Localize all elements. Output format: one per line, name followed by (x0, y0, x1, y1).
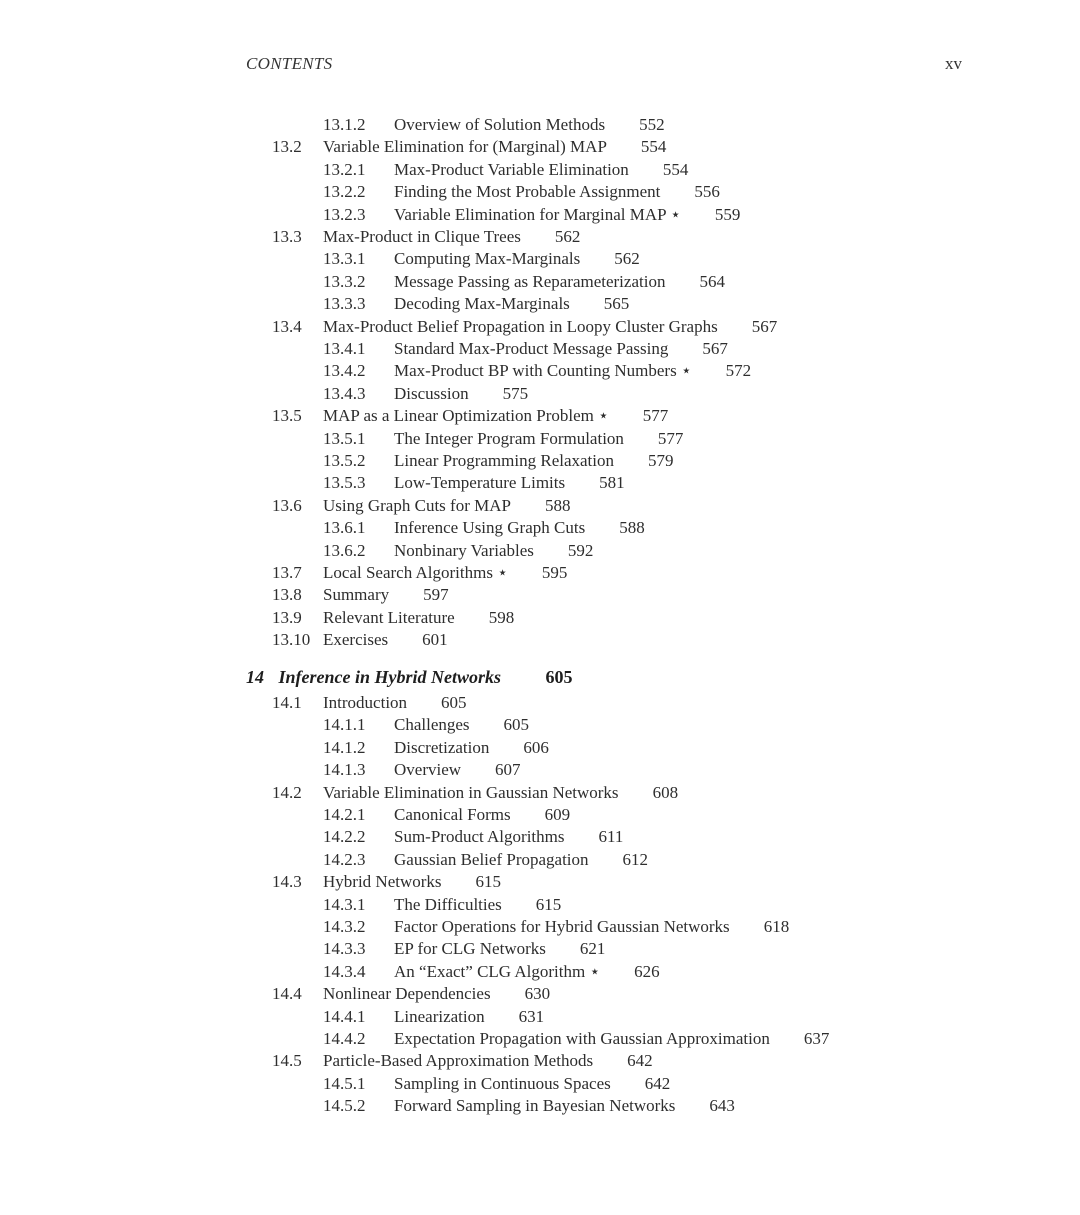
toc-subsection-entry[interactable] (323, 1095, 735, 1117)
toc-subsection-entry[interactable] (323, 338, 728, 360)
entry-page: 605 (441, 693, 467, 712)
entry-number: 13.3 (272, 227, 302, 246)
entry-page: 592 (567, 540, 594, 560)
entry-title: Sum-Product Algorithms (394, 827, 565, 847)
entry-page: 621 (579, 939, 606, 959)
entry-title: Challenges (394, 715, 470, 735)
entry-number: 14.1.2 (323, 737, 366, 757)
entry-number: 14.4 (272, 984, 302, 1004)
entry-title: Low-Temperature Limits (394, 473, 566, 493)
toc-subsection-entry[interactable] (323, 472, 625, 494)
entry-title: Relevant Literature (323, 607, 455, 627)
entry-title: Overview (394, 760, 462, 780)
entry-title: Factor Operations for Hybrid Gaussian Networks (394, 917, 730, 936)
entry-title: Overview of Solution Methods (394, 115, 606, 134)
entry-title: Using Graph Cuts for MAP (323, 495, 511, 515)
entry-title: Introduction (323, 693, 408, 712)
entry-number: 14.2.2 (323, 827, 366, 847)
toc-subsection-entry[interactable] (323, 450, 674, 472)
entry-title: Inference Using Graph Cuts (394, 518, 586, 538)
entry-title: Discussion (394, 383, 469, 403)
entry-number: 13.6 (272, 495, 302, 515)
entry-page: 581 (599, 473, 625, 493)
entry-number: 14.3.3 (323, 939, 366, 959)
toc-section-entry[interactable] (272, 607, 514, 629)
entry-page: 565 (603, 294, 630, 314)
entry-number: 13.4 (272, 316, 302, 336)
entry-title: Variable Elimination for (Marginal) MAP (323, 137, 607, 157)
entry-number: 14.5.1 (323, 1073, 366, 1093)
entry-title: Sampling in Continuous Spaces (394, 1073, 611, 1093)
toc-subsection-entry[interactable] (323, 540, 593, 562)
toc-section-entry[interactable] (272, 629, 448, 651)
entry-title: Forward Sampling in Bayesian Networks (394, 1096, 676, 1116)
entry-page: 642 (627, 1051, 653, 1071)
entry-page: 595 (541, 563, 568, 582)
entry-page: 588 (544, 495, 571, 515)
entry-page: 597 (423, 585, 449, 605)
entry-title: Max-Product BP with Counting Numbers ⋆ (394, 361, 692, 381)
entry-page: 607 (495, 760, 521, 780)
entry-page: 615 (535, 894, 562, 914)
entry-page: 612 (622, 849, 649, 869)
page-number: xv (945, 54, 962, 73)
entry-page: 611 (598, 827, 624, 847)
entry-title: Particle-Based Approximation Methods (323, 1051, 594, 1071)
entry-page: 575 (502, 383, 529, 403)
toc-subsection-entry[interactable] (323, 1028, 829, 1050)
entry-page: 564 (699, 271, 725, 291)
entry-page: 630 (524, 984, 551, 1004)
entry-number: 13.5.1 (323, 428, 366, 448)
entry-page: 615 (475, 872, 502, 892)
toc-section-entry[interactable] (272, 983, 550, 1005)
entry-title: Local Search Algorithms ⋆ (323, 563, 508, 582)
chapter-title: Inference in Hybrid Networks (278, 667, 501, 687)
entry-number: 14.5 (272, 1051, 302, 1071)
entry-title: Computing Max-Marginals (394, 249, 581, 269)
entry-number: 14.5.2 (323, 1096, 366, 1116)
toc-subsection-entry[interactable] (323, 517, 645, 539)
entry-title: Standard Max-Product Message Passing (394, 339, 669, 358)
toc-subsection-entry[interactable] (323, 360, 751, 382)
toc-section-entry[interactable] (272, 584, 449, 606)
toc-subsection-entry[interactable] (323, 737, 549, 759)
entry-number: 13.4.1 (323, 339, 366, 358)
toc-subsection-entry[interactable] (323, 159, 688, 181)
entry-number: 13.5.2 (323, 451, 366, 470)
entry-number: 14.2.1 (323, 805, 366, 824)
entry-number: 13.5 (272, 406, 302, 426)
entry-number: 13.3.1 (323, 249, 366, 269)
entry-title: Nonbinary Variables (394, 540, 534, 560)
entry-page: 577 (657, 428, 684, 448)
entry-page: 598 (488, 607, 515, 627)
entry-page: 562 (554, 227, 581, 246)
entry-number: 13.3.3 (323, 294, 366, 314)
entry-page: 567 (702, 339, 728, 358)
entry-number: 13.4.2 (323, 361, 366, 381)
entry-page: 618 (763, 917, 790, 936)
running-head-title: CONTENTS (246, 54, 333, 73)
entry-title: Max-Product Belief Propagation in Loopy Cluster Graphs (323, 316, 718, 336)
entry-page: 605 (503, 715, 530, 735)
entry-number: 14.3.4 (323, 961, 366, 981)
entry-page: 567 (751, 316, 778, 336)
entry-page: 601 (422, 630, 448, 650)
entry-page: 588 (619, 518, 645, 538)
entry-number: 13.6.1 (323, 518, 366, 538)
entry-number: 13.3.2 (323, 271, 366, 291)
entry-title: EP for CLG Networks (394, 939, 546, 959)
toc-subsection-entry[interactable] (323, 181, 720, 203)
entry-number: 13.4.3 (323, 383, 366, 403)
entry-number: 14.1.1 (323, 715, 366, 735)
entry-title: Variable Elimination for Marginal MAP ⋆ (394, 204, 681, 224)
toc-subsection-entry[interactable] (323, 759, 521, 781)
entry-page: 643 (709, 1096, 735, 1116)
entry-number: 13.10 (272, 630, 311, 650)
entry-page: 608 (652, 782, 679, 802)
entry-title: Discretization (394, 737, 490, 757)
entry-number: 14.4.1 (323, 1006, 366, 1026)
toc-section-entry[interactable] (272, 782, 678, 804)
entry-title: Variable Elimination in Gaussian Networks (323, 782, 619, 802)
entry-page: 556 (694, 182, 720, 202)
toc-subsection-entry[interactable] (323, 849, 648, 871)
toc-section-entry[interactable] (272, 316, 777, 338)
toc-subsection-entry[interactable] (323, 428, 683, 450)
entry-number: 13.2.2 (323, 182, 366, 202)
entry-page: 579 (648, 451, 674, 470)
entry-number: 14.3.1 (323, 894, 366, 914)
entry-number: 14.3.2 (323, 917, 366, 936)
entry-page: 642 (644, 1073, 671, 1093)
toc-subsection-entry[interactable] (323, 826, 623, 848)
chapter-number: 14 (246, 667, 264, 687)
entry-title: Max-Product Variable Elimination (394, 159, 629, 179)
toc-subsection-entry[interactable] (323, 248, 640, 270)
entry-title: Max-Product in Clique Trees (323, 227, 521, 246)
entry-title: An “Exact” CLG Algorithm ⋆ (394, 961, 601, 981)
toc-subsection-entry[interactable] (323, 383, 528, 405)
entry-title: Linearization (394, 1006, 485, 1026)
toc-subsection-entry[interactable] (323, 114, 665, 136)
entry-number: 14.3 (272, 872, 302, 892)
entry-title: Gaussian Belief Propagation (394, 849, 589, 869)
entry-number: 13.9 (272, 607, 302, 627)
chapter-page: 605 (545, 667, 573, 687)
entry-page: 609 (544, 805, 571, 824)
toc-subsection-entry[interactable] (323, 938, 605, 960)
entry-number: 13.6.2 (323, 540, 366, 560)
entry-number: 13.2.3 (323, 204, 366, 224)
entry-title: Finding the Most Probable Assignment (394, 182, 661, 202)
toc-section-entry[interactable] (272, 1050, 653, 1072)
entry-page: 577 (642, 406, 669, 426)
entry-page: 552 (639, 115, 665, 134)
entry-page: 562 (614, 249, 640, 269)
toc-section-entry[interactable] (272, 871, 501, 893)
toc-subsection-entry[interactable] (323, 714, 529, 736)
entry-title: Linear Programming Relaxation (394, 451, 614, 470)
entry-title: MAP as a Linear Optimization Problem ⋆ (323, 406, 609, 426)
entry-title: Hybrid Networks (323, 872, 442, 892)
entry-number: 13.5.3 (323, 473, 366, 493)
entry-number: 13.1.2 (323, 115, 366, 134)
toc-section-entry[interactable] (272, 495, 570, 517)
entry-title: Message Passing as Reparameterization (394, 271, 666, 291)
toc-subsection-entry[interactable] (323, 204, 740, 226)
toc-subsection-entry[interactable] (323, 916, 789, 938)
entry-title: The Difficulties (394, 894, 502, 914)
entry-number: 14.2.3 (323, 849, 366, 869)
entry-page: 559 (714, 204, 741, 224)
toc-section-entry[interactable] (272, 562, 567, 584)
entry-number: 13.2 (272, 137, 302, 157)
entry-title: Summary (323, 585, 390, 605)
entry-page: 554 (662, 159, 689, 179)
entry-number: 14.4.2 (323, 1029, 366, 1048)
toc-section-entry[interactable] (272, 405, 668, 427)
toc-subsection-entry[interactable] (323, 894, 561, 916)
toc-subsection-entry[interactable] (323, 1073, 670, 1095)
entry-number: 13.7 (272, 563, 302, 582)
entry-page: 572 (725, 361, 752, 381)
entry-page: 606 (523, 737, 549, 757)
entry-number: 13.2.1 (323, 159, 366, 179)
entry-page: 626 (634, 961, 660, 981)
entry-number: 14.2 (272, 782, 302, 802)
toc-subsection-entry[interactable] (323, 961, 660, 983)
toc-subsection-entry[interactable] (323, 271, 725, 293)
chapter-heading (246, 665, 573, 689)
toc-subsection-entry[interactable] (323, 804, 570, 826)
toc-subsection-entry[interactable] (323, 1006, 544, 1028)
toc-section-entry[interactable] (272, 692, 467, 714)
entry-title: The Integer Program Formulation (394, 428, 624, 448)
toc-section-entry[interactable] (272, 226, 580, 248)
entry-number: 14.1.3 (323, 760, 366, 780)
entry-title: Canonical Forms (394, 805, 511, 824)
entry-number: 13.8 (272, 585, 302, 605)
entry-page: 554 (640, 137, 667, 157)
entry-title: Expectation Propagation with Gaussian Approximation (394, 1029, 770, 1048)
entry-title: Exercises (323, 630, 389, 650)
entry-number: 14.1 (272, 693, 302, 712)
toc-subsection-entry[interactable] (323, 293, 629, 315)
toc-section-entry[interactable] (272, 136, 666, 158)
entry-title: Decoding Max-Marginals (394, 294, 570, 314)
entry-page: 631 (518, 1006, 545, 1026)
entry-title: Nonlinear Dependencies (323, 984, 491, 1004)
entry-page: 637 (803, 1029, 830, 1048)
